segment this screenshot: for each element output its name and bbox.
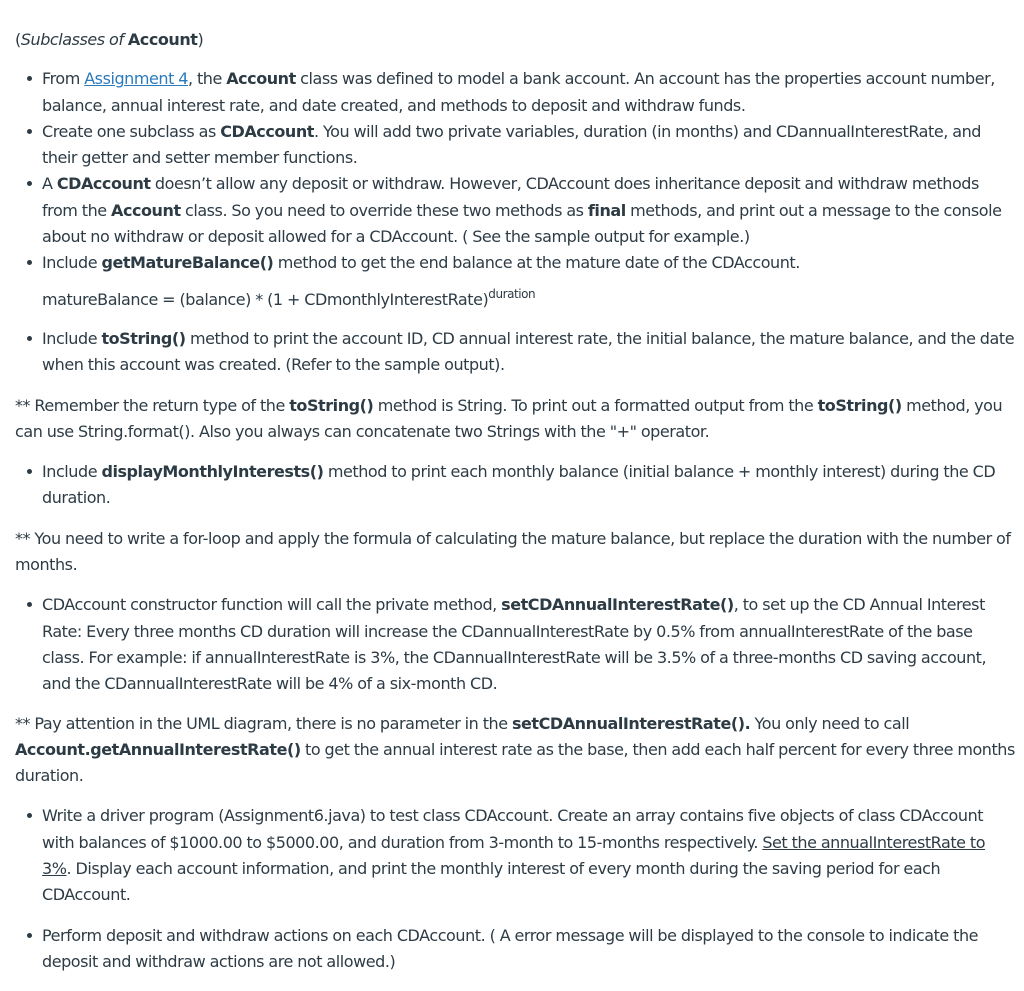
requirements-list-1 [15, 66, 1016, 276]
list-item: CDAccount constructor function will call the private method, setCDAnnualInterestRate(), to set up the CD Annual Interest Rate: Every three months CD duration will increase the CDannualInterestRate by 0.5% from annualInterestRate of the base class. For example: if annualInterestRate is 3%, the CDannualInterestRate will be 3.5% of a three-months CD saving account, and the CDannualInterestRate will be 4% of a six-month CD. [42, 592, 1016, 697]
requirements-list-6 [15, 923, 1016, 976]
annual-rate-emphasis: Set the annualInterestRate to 3% [42, 832, 986, 879]
requirements-list-3 [15, 459, 1016, 512]
requirements-list-2 [15, 326, 1016, 379]
list-item: Perform deposit and withdraw actions on each CDAccount. ( A error message will be displayed to the console to indicate the deposit and withdraw actions are not allowed.) [42, 923, 1016, 976]
list-item: Include displayMonthlyInterests() method to print each monthly balance (initial balance + monthly interest) during the CD duration. [42, 459, 1016, 512]
note-paragraph: ** You need to write a for-loop and apply the formula of calculating the mature balance, but replace the duration with the number of months. [15, 528, 1011, 575]
assignment-4-link[interactable]: Assignment 4 [84, 69, 188, 89]
list-item: A CDAccount doesn’t allow any deposit or withdraw. However, CDAccount does inheritance deposit and withdraw methods from the Account class. So you need to override these two methods as final methods, and print out a message to the console about no withdraw or deposit allowed for a CDAccount. ( See the sample output for example.) [42, 171, 1016, 250]
list-item: From Assignment 4, the Account class was defined to model a bank account. An account has the properties account number, balance, annual interest rate, and date created, and methods to deposit and withdraw funds. [42, 66, 1016, 119]
list-item: Write a driver program (Assignment6.java) to test class CDAccount. Create an array contains five objects of class CDAccount with balances of $1000.00 to $5000.00, and duration from 3-month to 15-months respectively. Set the annualInterestRate to 3%. Display each account information, and print the monthly interest of every month during the saving period for each CDAccount. [42, 803, 1016, 908]
heading-bold: Account [127, 30, 198, 49]
formula-exponent: duration [488, 286, 536, 301]
list-item: Include toString() method to print the account ID, CD annual interest rate, the initial balance, the mature balance, and the date when this account was created. (Refer to the sample output). [42, 326, 1016, 379]
note-paragraph: ** Remember the return type of the toString() method is String. To print out a formatted output from the toString() method, you can use String.format(). Also you always can concatenate two Strings with the "+" operator. [15, 395, 1003, 441]
section-heading: (Subclasses of Account) [15, 30, 204, 49]
list-item: Include getMatureBalance() method to get the end balance at the mature date of the CDAccount. [42, 250, 1016, 276]
mature-balance-formula: matureBalance = (balance) * (1 + CDmonthlyInterestRate)$^{duration}$ [42, 286, 536, 309]
list-item: Create one subclass as CDAccount. You will add two private variables, duration (in months) and CDannualInterestRate, and their getter and setter member functions. [42, 119, 1016, 172]
requirements-list-4 [15, 592, 1016, 697]
heading-italic: Subclasses of [20, 30, 124, 49]
requirements-list-5 [15, 803, 1016, 908]
note-paragraph: ** Pay attention in the UML diagram, there is no parameter in the setCDAnnualInterestRate(). You only need to call Account.getAnnualInterestRate() to get the annual interest rate as the base, then add each half percent for every three months duration. [15, 713, 1015, 786]
